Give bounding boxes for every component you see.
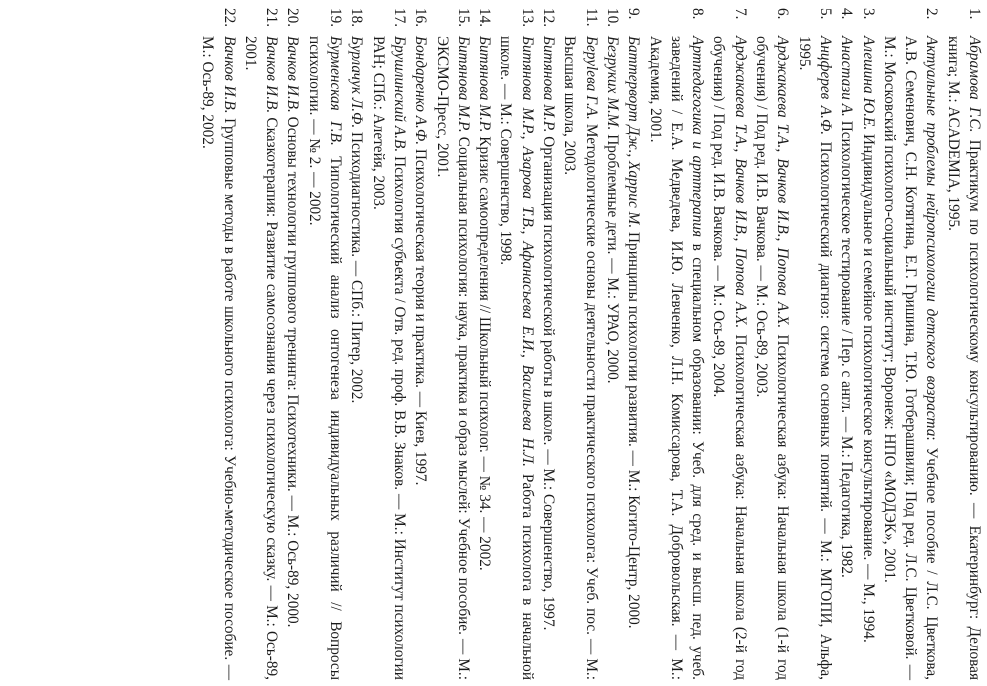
reference-number: 16. bbox=[412, 8, 430, 28]
reference-number: 4. bbox=[838, 8, 856, 20]
reference-author: Битянова М.Р., Азарова Т.В., Афанасьева Е.И., Васильева Н.Л. bbox=[518, 36, 536, 467]
reference-item bbox=[751, 6, 794, 680]
reference-item bbox=[559, 6, 602, 680]
reference-item bbox=[410, 6, 431, 680]
reference-body bbox=[282, 36, 303, 680]
reference-body bbox=[836, 36, 857, 680]
reference-author: Битянова М.Р. bbox=[454, 36, 472, 133]
reference-author: Артпедагогика и арттерапия bbox=[689, 36, 707, 238]
reference-author: Вачков И.В. bbox=[263, 36, 281, 114]
reference-item bbox=[538, 6, 559, 680]
reference-text: Групповые методы в работе школьного психолога: Учебно-методическое пособие. — М.: Ось-89, 2002. bbox=[199, 36, 238, 680]
reference-text: Основы технологии группового тренинга: Психотехники. — М.: Ось-89, 2000. bbox=[284, 112, 302, 628]
reference-number: 1. bbox=[966, 8, 983, 20]
reference-author: Бурменская Г.В. bbox=[327, 36, 345, 146]
reference-text: : Учебное пособие / Л.С. Цветкова, А.В. Семенович, С.Н. Котягина, Е.Г. Гришина, Т.Ю. Готберашвили; Под ред. Л.С. Цветковой. — М.: Московский психолого-социальный институт; Воронеж: НПО «МОДЭК», 2001. bbox=[880, 36, 941, 680]
reference-author: Арджакаева Т.А., Вачков И.В., Попова А.Х. bbox=[774, 36, 792, 329]
reference-body bbox=[942, 36, 985, 680]
reference-number: 13. bbox=[518, 8, 536, 28]
reference-body bbox=[879, 36, 943, 680]
reference-author: Бондаренко А.Ф. bbox=[412, 36, 430, 146]
reference-text: Проблемные дети. — М.: УРАО, 2000. bbox=[603, 130, 621, 384]
reference-item bbox=[879, 6, 943, 680]
reference-body bbox=[857, 36, 878, 680]
reference-number: 20. bbox=[284, 8, 302, 28]
reference-number: 10. bbox=[603, 8, 621, 28]
reference-body bbox=[346, 36, 367, 680]
reference-item bbox=[431, 6, 474, 680]
reference-text: Принципы психологии развития. — М.: Когито-Центр, 2000. bbox=[625, 228, 643, 629]
reference-item bbox=[708, 6, 751, 680]
reference-number: 9. bbox=[625, 8, 643, 20]
reference-body bbox=[304, 36, 347, 680]
reference-item bbox=[942, 6, 985, 680]
reference-text: Методологические основы деятельности практического психолога: Учеб. пос. — М.: Высшая школа, 2003. bbox=[561, 36, 600, 680]
reference-author: Безруких М.М. bbox=[603, 36, 621, 131]
reference-number: 18. bbox=[348, 8, 366, 28]
reference-item bbox=[240, 6, 283, 680]
reference-body bbox=[623, 36, 644, 680]
reference-body bbox=[644, 36, 708, 680]
reference-item bbox=[346, 6, 367, 680]
reference-text: Сказкотерапия: Развитие самосознания через психологическую сказку. — М.: Ось-89, 2001. bbox=[241, 36, 281, 680]
reference-author: Брушлинский А.В. bbox=[390, 36, 408, 153]
reference-body bbox=[538, 36, 559, 680]
reference-body bbox=[708, 36, 751, 680]
reference-text: Психологический диагноз: система основных понятий. — М.: МГОПИ, Альфа, 1995. bbox=[795, 36, 834, 680]
reference-author: Арджакаева Т.А., Вачков И.В., Попова А.Х. bbox=[731, 36, 749, 329]
reference-number: 15. bbox=[454, 8, 472, 28]
reference-number: 6. bbox=[774, 8, 792, 20]
reference-number: 12. bbox=[540, 8, 558, 28]
reference-body bbox=[410, 36, 431, 680]
reference-number: 7. bbox=[731, 8, 749, 20]
reference-author: Анастази А. bbox=[838, 36, 856, 117]
reference-body bbox=[431, 36, 474, 680]
reference-body bbox=[240, 36, 283, 680]
reference-text: Психологическая азбука: Начальная школа (1-й год обучения) / Под ред. И.В. Вачкова. — М.: Ось-89, 2003. bbox=[753, 36, 792, 680]
reference-number: 22. bbox=[220, 8, 238, 28]
reference-author: Битянова М.Р. bbox=[476, 36, 494, 133]
reference-author: Вачков И.В. bbox=[284, 36, 302, 113]
reference-text: Психология субъекта / Отв. ред. проф. В.В. Знаков. — М.: Институт психологии РАН; СПб.: Алетейя, 2003. bbox=[369, 36, 408, 680]
reference-author: Баттерворт Дж., Харрис М. bbox=[625, 36, 643, 229]
reference-number: 21. bbox=[263, 8, 281, 28]
reference-text: Психодиагностика. — СПб.: Питер, 2002. bbox=[348, 128, 366, 404]
reference-text: Психологическая азбука: Начальная школа (2-й год обучения) / Под ред. И.В. Вачкова. — М.: Ось-89, 2004. bbox=[710, 36, 749, 680]
reference-text: Типологический анализ онтогенеза индивидуальных различий // Вопросы психологии. — № 2. — 2002. bbox=[305, 36, 345, 680]
reference-body bbox=[474, 36, 495, 680]
reference-body bbox=[367, 36, 410, 680]
reference-item bbox=[836, 6, 857, 680]
reference-author: Битянова М.Р. bbox=[540, 36, 558, 133]
bibliography-list bbox=[197, 6, 985, 680]
reference-number: 14. bbox=[476, 8, 494, 28]
reference-author: Беруlева Г.А. bbox=[582, 36, 600, 120]
reference-body bbox=[602, 36, 623, 680]
reference-text: Организация психологической работы в школе. — М.: Совершенство, 1997. bbox=[540, 132, 558, 631]
reference-text: Психологическое тестирование / Пер. с англ. — М.: Педагогика, 1982. bbox=[838, 116, 856, 578]
reference-text: в специальном образовании: Учеб. для сред. и высш. пед. учеб. заведений / Е.А. Медведева, И.Ю. Левченко, Л.Н. Комиссарова, Т.А. Добровольская. — М.: Академия, 2001. bbox=[646, 36, 707, 680]
reference-text: Работа психолога в начальной школе. — М.: Совершенство, 1998. bbox=[497, 36, 536, 681]
reference-body bbox=[793, 36, 836, 680]
reference-body bbox=[559, 36, 602, 680]
reference-item bbox=[282, 6, 303, 680]
reference-body bbox=[197, 36, 240, 680]
reference-number: 19. bbox=[327, 8, 345, 28]
reference-author: Бурлачук Л.Ф. bbox=[348, 36, 366, 129]
reference-text: Психологическая теория и практика. — Киев, 1997. bbox=[412, 145, 430, 486]
reference-text: Кризис самоопределения // Школьный психолог. — № 34. — 2002. bbox=[476, 132, 494, 571]
reference-number: 5. bbox=[816, 8, 834, 20]
reference-number: 8. bbox=[689, 8, 707, 20]
reference-author: Алешина Ю.Е. bbox=[859, 36, 877, 131]
reference-body bbox=[495, 36, 538, 680]
reference-item bbox=[304, 6, 347, 680]
reference-item bbox=[367, 6, 410, 680]
reference-author: Анцферев А.Ф. bbox=[816, 36, 834, 136]
reference-author: Вачков И.В. bbox=[220, 36, 238, 114]
reference-text: Индивидуальное и семейное психологическое консультирование. — М., 1994. bbox=[859, 130, 877, 643]
reference-item bbox=[644, 6, 708, 680]
reference-author: Абрамова Г.С. bbox=[966, 36, 983, 133]
reference-item bbox=[623, 6, 644, 680]
reference-item bbox=[602, 6, 623, 680]
reference-item bbox=[793, 6, 836, 680]
reference-item bbox=[857, 6, 878, 680]
reference-item bbox=[197, 6, 240, 680]
reference-number: 11. bbox=[582, 8, 600, 27]
reference-number: 3. bbox=[859, 8, 877, 20]
reference-text: Практикум по психологическому консультированию. — Екатеринбург: Деловая книга; М.: ACADEMIA, 1995. bbox=[944, 36, 983, 680]
reference-number: 2. bbox=[923, 8, 941, 20]
reference-number: 17. bbox=[390, 8, 408, 28]
reference-author: Актуальные проблемы нейропсихологии детского возраста bbox=[923, 36, 941, 437]
reference-text: Социальная психология: наука, практика и образ мыслей: Учебное пособие. — М.: ЭКСМО-Пресс, 2001. bbox=[433, 36, 472, 680]
reference-item bbox=[474, 6, 495, 680]
reference-item bbox=[495, 6, 538, 680]
reference-body bbox=[751, 36, 794, 680]
